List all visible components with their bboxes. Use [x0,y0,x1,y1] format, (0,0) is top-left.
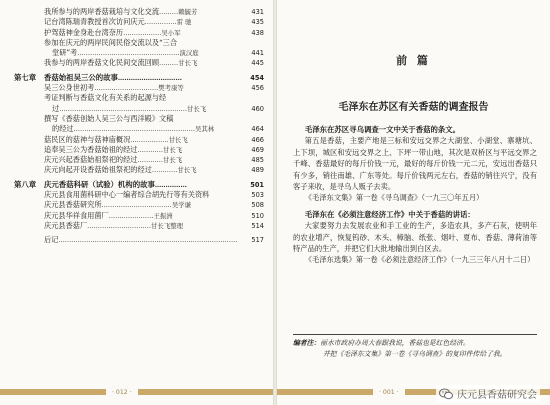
toc-entry-author: ……………………………吴学谦 [101,201,191,210]
note-text: 丽水市政府办周大春跟我说，香菇也是红色经济。 [320,339,470,347]
toc-entry-author: …………………………………………………吴其林 [73,125,215,134]
toc-entry [14,17,244,27]
article-title: 毛泽东在苏区有关香菇的调查报告 [338,102,489,113]
note-text: 并把《毛泽东文集》第一卷《寻乌调查》的复印件传给了我。 [323,349,507,358]
toc-entry-title: 护驾菇神金身赴台湾奈历 [44,27,124,37]
toc-entry [14,83,244,93]
note-label: 编者注： [293,339,321,347]
toc-page-number: 438 [251,28,264,37]
toc-entry-title: 记台湾陈瑞青教授首次访问庆元 [44,17,145,27]
toc-page-number: 501 [250,180,264,189]
toc-row [14,165,264,175]
toc-entry-title: 庆元向起开设香菇始祖祭祀的经过 [44,165,152,175]
left-page [0,0,273,405]
toc-row [14,104,264,114]
toc-page-number: 441 [251,49,264,58]
toc-entry [14,221,244,231]
chapter-label: 第八章 [14,179,37,189]
toc-entry-title: 庆元县香菇研究所 [44,200,102,210]
toc-entry-title: 菇民区的菇神与菇神庙概况 [44,134,131,144]
toc-entry-title: 吴三公身世初考 [44,83,95,93]
toc-page-number: 485 [251,156,264,165]
toc-entry-author: ………………………… [117,73,182,82]
toc-entry-title: 庆元县食用菌科研中心一编者综合胡先行等有关资料 [44,190,210,200]
toc-row [14,17,264,27]
toc-entry-title: 庆元县香菇厂 [44,220,88,230]
toc-page-number: 469 [251,145,264,154]
toc-page-number: 517 [251,236,264,245]
toc-row [14,93,264,103]
toc-entry-author: …………………………甘长飞整理 [87,221,183,230]
toc-row [14,190,264,200]
toc-entry-title: 我参与的两岸香菇文化民间交流回顾 [44,58,160,68]
toc-entry [14,38,244,48]
toc-row [14,48,264,58]
section-heading: 毛泽东在《必须注意经济工作》中关于香菇的讲话： [304,209,475,219]
watermark [436,385,540,402]
toc-page-number: 431 [251,8,264,16]
toc-entry-title: 撰写《香菇创始人吴三公与西洋殿》文稿 [44,113,174,123]
preface-title: 前 篇 [396,54,431,67]
toc-entry [14,155,244,165]
note-divider [293,334,537,335]
toc-entry-author: ……………………………………………………甘长飞 [59,104,207,113]
toc-row [14,221,264,231]
wechat-icon [439,388,453,400]
toc-entry-title: 庆元兴起香菇始祖祭祀的经过 [44,155,138,165]
toc-entry-author: …………………王振洲 [108,211,173,220]
toc-entry [14,190,244,200]
toc-entry-title: 庆元县华祥食用菌厂 [44,210,109,220]
toc-page-number: 456 [251,84,264,93]
toc-page-number: 466 [251,135,264,144]
chapter-label: 第七章 [14,72,37,82]
toc-entry-author: ………………………………………………………………………… [58,236,238,245]
toc-page-number: 435 [251,18,264,27]
toc-entry-title: 过 [52,103,60,113]
toc-entry-author: ……………雷 驰 [144,18,192,27]
toc-row [14,7,264,17]
toc-row [14,155,264,165]
toc-chapter-row [14,73,264,83]
toc-entry [14,28,244,38]
table-of-contents [14,7,264,246]
toc-row [14,28,264,38]
source-citation: 《毛泽东文集》第一卷《寻乌调查》（一九三〇年五月） [304,193,484,203]
toc-entry [14,93,244,103]
toc-entry-title: 我所参与的两岸香菇栽培与文化交流 [44,7,160,16]
toc-row [14,58,264,68]
toc-entry-author: ………………吴小军 [123,28,181,37]
toc-entry-author: …………………………………………演汉庭 [77,49,199,58]
toc-row [14,235,264,245]
toc-row [14,200,264,210]
toc-entry [14,180,244,190]
toc-page-number: 460 [251,104,264,113]
toc-page-number: 514 [251,221,264,230]
section-paragraph: 大家要努力去发展农业和手工业的生产，多造农具，多产石灰，使明年的农业增产，恢复钨砂、木头、樟脑、纸张、烟叶、夏布、香菇、薄荷油等特产品的生产，并把它们大批地输出到白区去。 [293,221,537,254]
right-page [277,0,550,405]
toc-entry [14,145,244,155]
toc-entry [14,104,244,114]
toc-entry [14,58,244,68]
toc-entry-author: …………甘长飞 [137,145,183,154]
toc-chapter-row [14,180,264,190]
toc-entry-author: ………………甘长飞 [130,135,188,144]
toc-page-number: 454 [250,73,264,82]
source-citation: 《毛泽东选集》第一卷《必须注意经济工作》（一九三三年八月十二日） [304,255,535,265]
toc-entry-author: ………甘长飞 [159,59,198,68]
toc-row [14,211,264,221]
toc-entry-title: 后记 [44,235,59,245]
toc-page-number: 508 [251,201,264,210]
toc-entry [14,114,244,124]
toc-entry-author: …………… [154,180,187,189]
toc-entry-author: …………………………樊考康等 [94,84,184,93]
toc-entry-author: …………甘长飞 [151,166,197,175]
toc-entry-title: 的经过 [52,124,74,134]
toc-page-number: 464 [251,125,264,134]
toc-entry-author: ………赖毓芳 [159,8,198,16]
toc-row [14,83,264,93]
article-body [293,124,537,266]
toc-entry [14,211,244,221]
toc-page-number: 445 [251,59,264,68]
toc-entry-title: 考证判断与香菇文化有关系的起源与经 [44,93,167,103]
section-paragraph: 第五是香菇，主要产地是三标和安远交界之大湖堂、小湖堂、寨塘坑、上下坝，城区和安远交界之上、下坪一带山地，其次是双桥区与平远交界之千峰、香菇最好的每斤价钱一元，最好的每斤价钱一元二元，安远出香菇只有少多，销往南雄、广东等处。每斤价钱两元左右，香菇的销往兴宁，没有客子来收，是寻乌人贩子去卖。 [293,136,537,192]
toc-entry [14,235,244,245]
toc-entry-author: …………甘长飞 [137,156,183,165]
editor-note [293,338,537,359]
toc-row [14,135,264,145]
toc-page-number: 503 [251,191,264,200]
toc-entry [14,135,244,145]
toc-row [14,38,264,48]
toc-entry-title: 追奉吴三公为香菇始祖的经过 [44,144,138,154]
toc-page-number: 510 [251,211,264,220]
toc-entry [14,73,244,83]
page-number: · 001 · [373,387,405,398]
page-number: · 012 · [106,387,138,398]
toc-entry [14,7,244,17]
toc-entry [14,124,244,134]
toc-row [14,124,264,134]
section-heading: 毛泽东在苏区寻乌调查一文中关于香菇的条文。 [304,125,461,134]
toc-row [14,145,264,155]
toc-row [14,114,264,124]
toc-entry-title: 堂研”考 [52,48,78,58]
toc-entry [14,200,244,210]
toc-page-number: 489 [251,166,264,175]
watermark-text: 庆元县香菇研究会 [457,390,537,401]
toc-entry [14,165,244,175]
toc-entry [14,48,244,58]
toc-entry-title: 香菇始祖吴三公的故事 [44,72,118,82]
toc-entry-title: 庆元香菇科研（试验）机构的故事 [44,179,155,189]
toc-entry-title: 参加在庆元的两岸民间民俗交流以及“三合 [44,37,178,47]
